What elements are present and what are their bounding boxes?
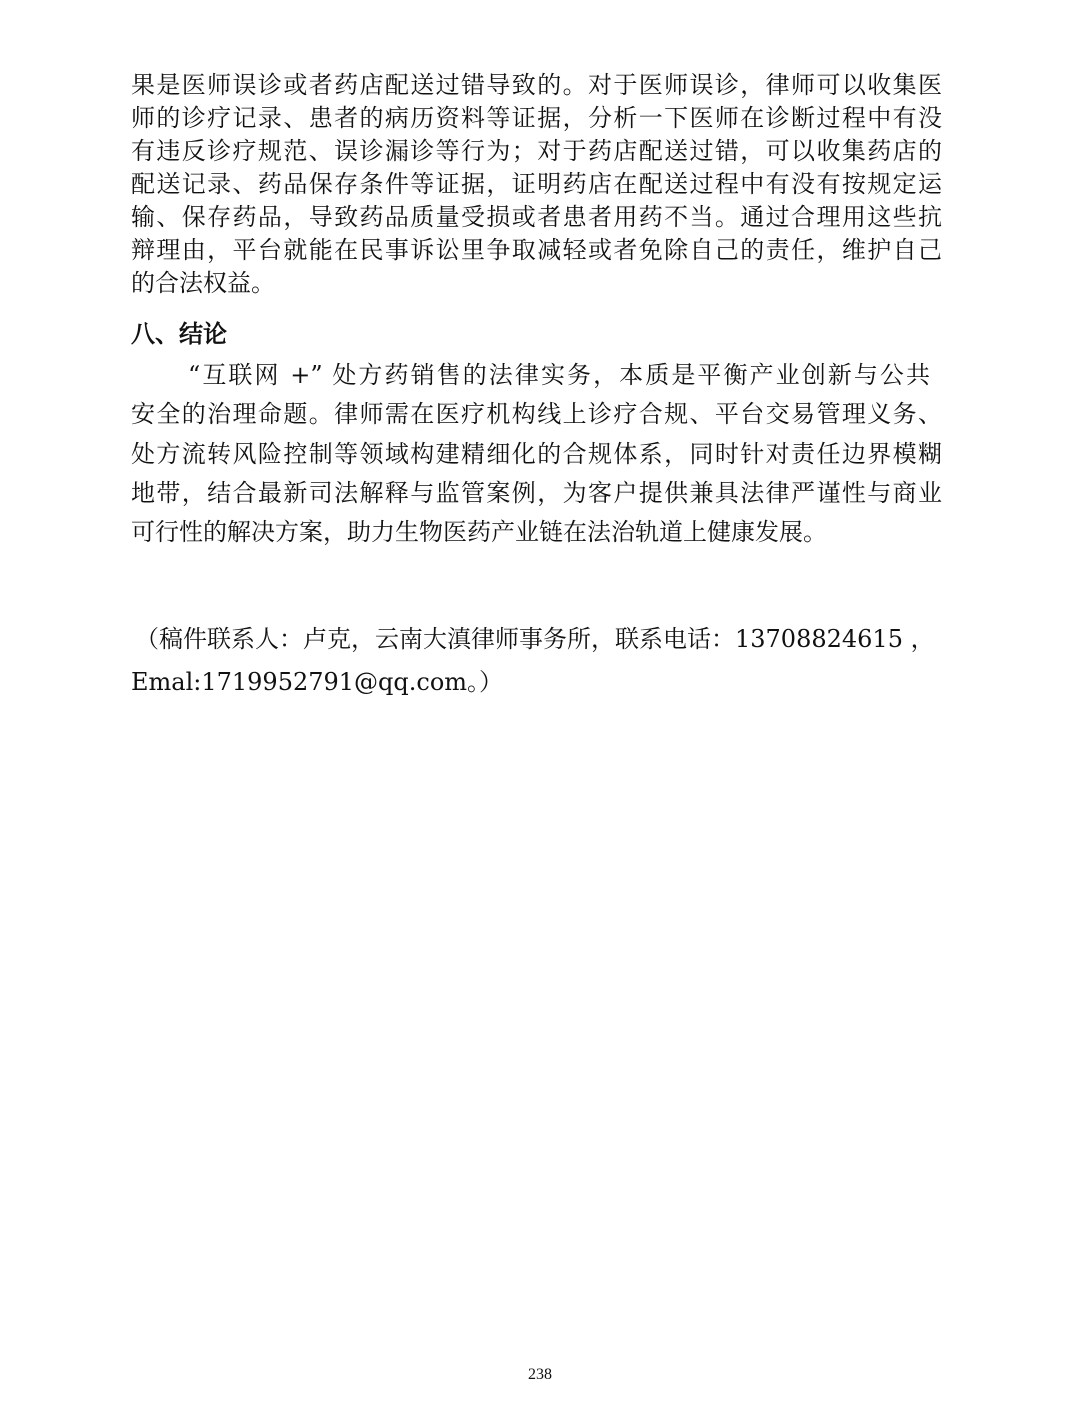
text-line: 的合法权益。 <box>131 269 275 297</box>
text-line: 可行性的解决方案，助力生物医药产业链在法治轨道上健康发展。 <box>131 518 827 546</box>
text-line: 输、保存药品，导致药品质量受损或者患者用药不当。通过合理用这些抗 <box>131 203 942 231</box>
text-line: 地带，结合最新司法解释与监管案例，为客户提供兼具法律严谨性与商业 <box>131 479 942 507</box>
text-line: “互联网 +” 处方药销售的法律实务，本质是平衡产业创新与公共 <box>188 361 930 389</box>
text-line: 果是医师误诊或者药店配送过错导致的。对于医师误诊，律师可以收集医 <box>131 71 942 99</box>
text-line: 师的诊疗记录、患者的病历资料等证据，分析一下医师在诊断过程中有没 <box>131 104 942 132</box>
section-heading: 八、结论 <box>131 320 227 348</box>
contact-line: （稿件联系人：卢克，云南大滇律师事务所，联系电话：13708824615 ， <box>135 625 935 653</box>
text-line: 有违反诊疗规范、误诊漏诊等行为；对于药店配送过错，可以收集药店的 <box>131 137 942 165</box>
text-line: 配送记录、药品保存条件等证据，证明药店在配送过程中有没有按规定运 <box>131 170 942 198</box>
contact-email-line: Emal:1719952791@qq.com。） <box>131 668 504 696</box>
page-number: 238 <box>528 1366 552 1383</box>
text-line: 辩理由，平台就能在民事诉讼里争取减轻或者免除自己的责任，维护自己 <box>131 236 942 264</box>
text-line: 安全的治理命题。律师需在医疗机构线上诊疗合规、平台交易管理义务、 <box>131 400 942 428</box>
text-line: 处方流转风险控制等领域构建精细化的合规体系，同时针对责任边界模糊 <box>131 440 942 468</box>
